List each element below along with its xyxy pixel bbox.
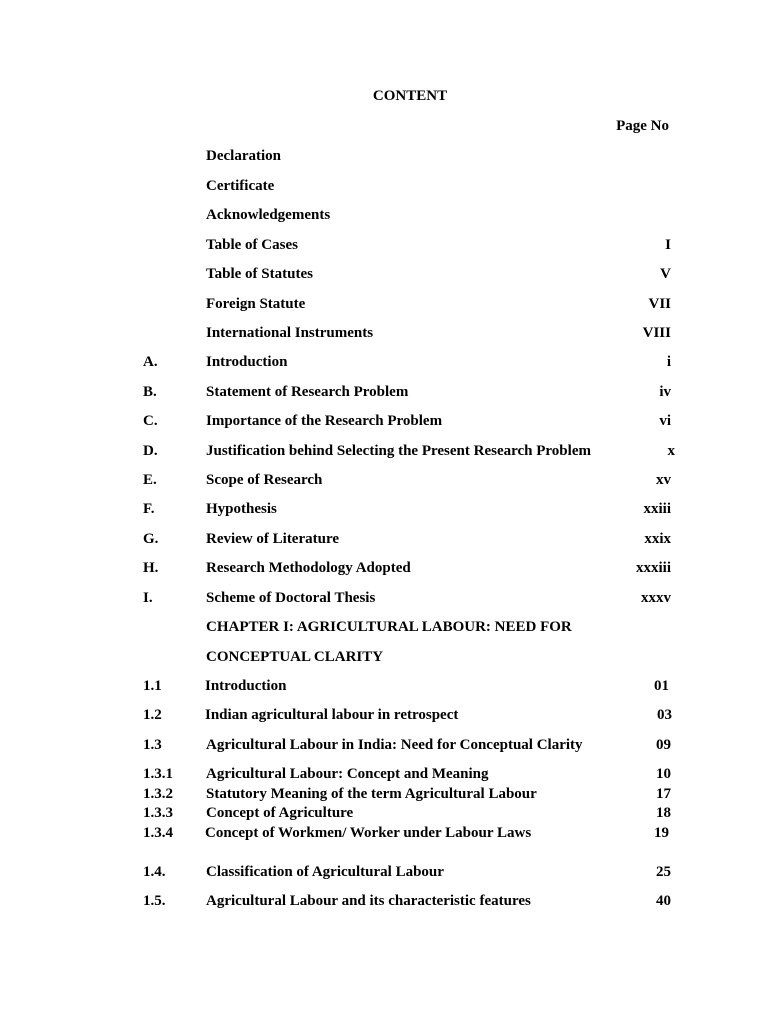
toc-entry — [0, 146, 768, 166]
toc-entry-title: Agricultural Labour and its characteristic features — [206, 893, 531, 909]
toc-entry — [0, 558, 768, 578]
toc-entry-page-number: xxiii — [643, 501, 671, 517]
toc-entry-number: H. — [143, 560, 159, 576]
toc-entry — [0, 235, 768, 255]
toc-entry-number: E. — [143, 472, 157, 488]
toc-entry-number: C. — [143, 413, 158, 429]
toc-entry-title: Foreign Statute — [206, 296, 306, 312]
toc-entry — [0, 441, 768, 461]
toc-entry-number: 1.3.1 — [143, 766, 173, 782]
toc-entry-title: Concept of Agriculture — [206, 805, 354, 821]
toc-entry-number: 1.1 — [143, 678, 162, 694]
toc-entry — [0, 647, 768, 667]
toc-entry — [0, 784, 768, 804]
toc-entry-page-number: 25 — [656, 864, 671, 880]
toc-entry-title: Importance of the Research Problem — [206, 413, 443, 429]
toc-entry-page-number: vi — [659, 413, 671, 429]
toc-entry-number: 1.3 — [143, 737, 162, 753]
toc-entry — [0, 617, 768, 637]
toc-entry-page-number: 01 — [654, 678, 669, 694]
toc-entry-title: CHAPTER I: AGRICULTURAL LABOUR: NEED FOR — [206, 619, 572, 635]
toc-entry — [0, 323, 768, 343]
toc-entry-title: Declaration — [206, 148, 281, 164]
toc-entry-title: Introduction — [206, 354, 288, 370]
toc-entry-number: G. — [143, 531, 159, 547]
toc-entry — [0, 499, 768, 519]
toc-entry-number: 1.3.2 — [143, 786, 173, 802]
toc-entry-number: A. — [143, 354, 158, 370]
toc-entry-number: B. — [143, 384, 157, 400]
page-title: CONTENT — [372, 88, 448, 104]
toc-entry-number: 1.3.3 — [143, 805, 173, 821]
toc-entry-title: Table of Cases — [206, 237, 298, 253]
toc-entry — [0, 382, 768, 402]
toc-entry-title: Table of Statutes — [206, 266, 313, 282]
toc-entry-title: Indian agricultural labour in retrospect — [205, 707, 459, 723]
toc-entry-title: Acknowledgements — [206, 207, 331, 223]
toc-entry — [0, 676, 768, 696]
toc-entry-title: Statement of Research Problem — [206, 384, 409, 400]
toc-entry-page-number: 10 — [656, 766, 671, 782]
toc-entry-title: Hypothesis — [206, 501, 277, 517]
toc-entry-page-number: VII — [648, 296, 671, 312]
toc-entry-page-number: 09 — [656, 737, 671, 753]
page-no-header: Page No — [616, 118, 669, 134]
toc-entry-title: Agricultural Labour in India: Need for Conceptual Clarity — [206, 737, 583, 753]
toc-entry-page-number: 18 — [656, 805, 671, 821]
toc-entry-page-number: i — [666, 354, 671, 370]
toc-entry — [0, 862, 768, 882]
toc-entry-title: Concept of Workmen/ Worker under Labour Laws — [205, 825, 532, 841]
toc-entry-number: F. — [143, 501, 155, 517]
toc-entry — [0, 891, 768, 911]
toc-entry-title: CONCEPTUAL CLARITY — [206, 649, 384, 665]
toc-entry-title: Certificate — [206, 178, 275, 194]
toc-entry — [0, 176, 768, 196]
toc-entry-title: Research Methodology Adopted — [206, 560, 411, 576]
toc-entry — [0, 803, 768, 823]
toc-entry — [0, 764, 768, 784]
toc-entry — [0, 823, 768, 843]
toc-entry-number: 1.2 — [143, 707, 162, 723]
toc-entry-page-number: V — [660, 266, 671, 282]
toc-entry-page-number: xxxiii — [635, 560, 671, 576]
toc-entry-page-number: xxxv — [641, 590, 671, 606]
toc-entry-number: I. — [143, 590, 153, 606]
toc-entry-title: Introduction — [205, 678, 287, 694]
toc-entry-title: Scope of Research — [206, 472, 323, 488]
toc-entry-number: D. — [143, 443, 158, 459]
toc-entry-number: 1.4. — [143, 864, 166, 880]
toc-entry — [0, 205, 768, 225]
toc-entry — [0, 411, 768, 431]
toc-entry — [0, 470, 768, 490]
toc-entry — [0, 294, 768, 314]
toc-entry-page-number: iv — [659, 384, 671, 400]
toc-entry-number: 1.3.4 — [143, 825, 173, 841]
toc-entry-page-number: 40 — [656, 893, 671, 909]
toc-entry-title: Review of Literature — [206, 531, 340, 547]
toc-entry-page-number: 03 — [657, 707, 672, 723]
toc-entry-page-number: 17 — [656, 786, 671, 802]
toc-entry-title: Justification behind Selecting the Present Research Problem — [206, 443, 591, 459]
toc-entry-page-number: xv — [656, 472, 671, 488]
toc-entry — [0, 735, 768, 755]
toc-entry-title: Agricultural Labour: Concept and Meaning — [206, 766, 489, 782]
toc-entry — [0, 264, 768, 284]
toc-entry-title: Scheme of Doctoral Thesis — [206, 590, 376, 606]
toc-entry-title: Classification of Agricultural Labour — [206, 864, 444, 880]
toc-entry-number: 1.5. — [143, 893, 166, 909]
toc-entry-page-number: 19 — [654, 825, 669, 841]
toc-entry — [0, 529, 768, 549]
toc-entry-title: Statutory Meaning of the term Agricultural Labour — [206, 786, 537, 802]
toc-entry-page-number: I — [665, 237, 671, 253]
toc-entry — [0, 705, 768, 725]
toc-entry — [0, 588, 768, 608]
toc-entry-page-number: xxix — [644, 531, 671, 547]
toc-entry-page-number: VIII — [642, 325, 671, 341]
toc-entry — [0, 352, 768, 372]
toc-entry-title: International Instruments — [206, 325, 374, 341]
toc-entry-page-number: x — [667, 443, 675, 459]
